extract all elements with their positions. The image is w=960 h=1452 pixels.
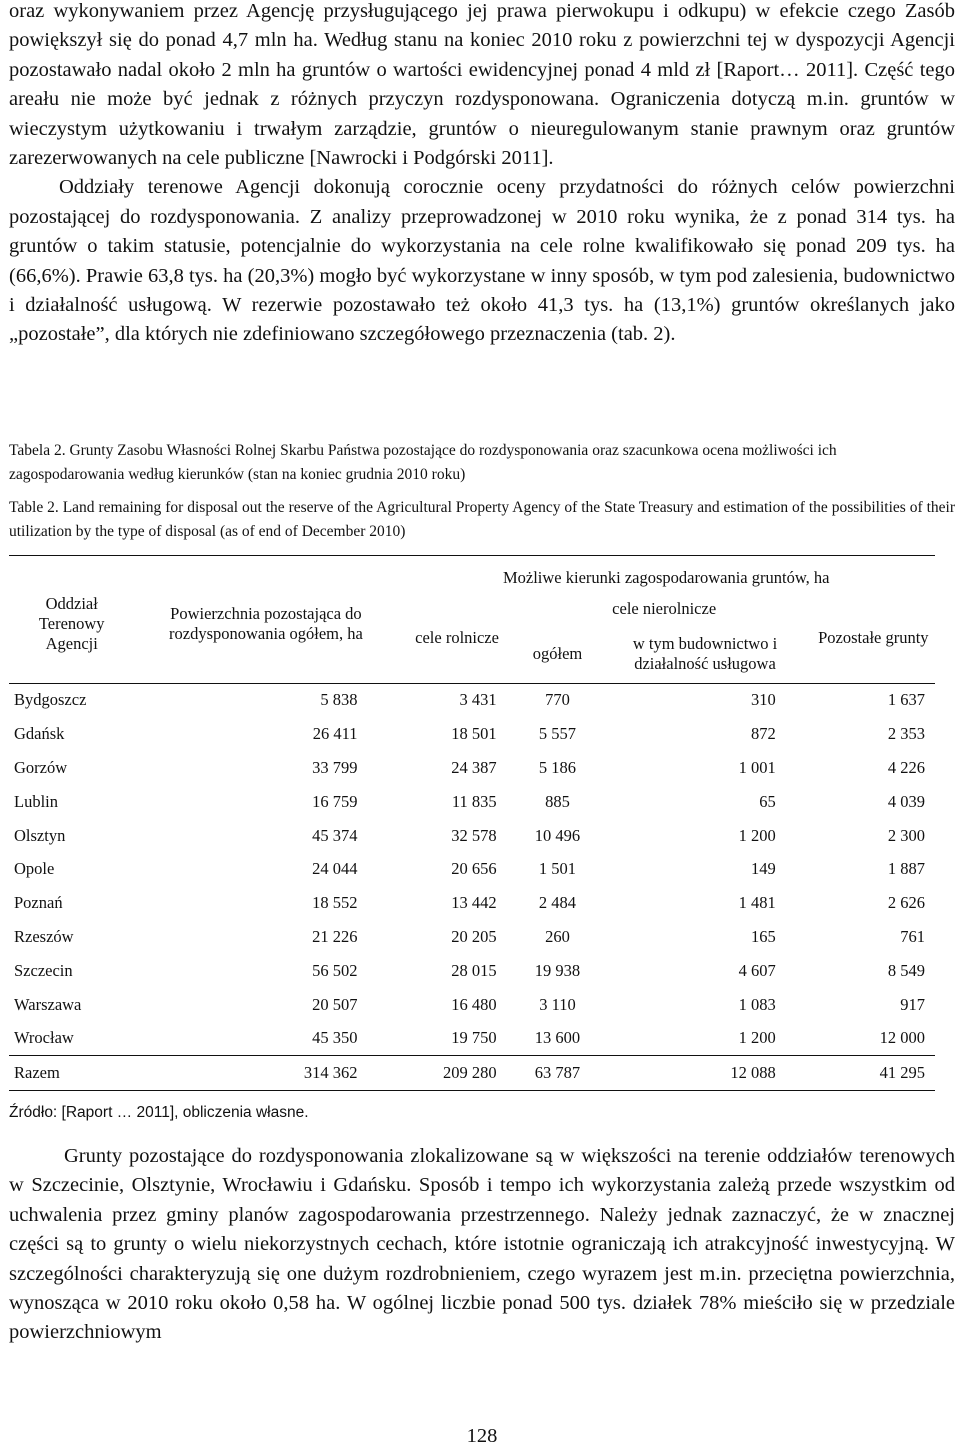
cell-constr: 1 200 [738,1028,776,1048]
total-area: 314 362 [134,1056,397,1091]
cell-name: Warszawa [14,994,82,1014]
cell-area: 20 507 [312,994,358,1014]
table-row [9,852,935,886]
cell-area: 56 502 [312,960,358,980]
cell-nonagri: 260 [545,926,570,946]
body-text-top [9,0,955,350]
cell-nonagri: 1 501 [538,859,577,879]
cell-nonagri: 5 186 [538,757,577,777]
table-top-rule [9,555,935,556]
cell-nonagri: 10 496 [534,825,581,845]
cell-constr: 1 083 [738,994,776,1014]
table-total-row [9,1056,935,1091]
header-construction-services: w tym budownictwo i działalność usługowa [632,633,778,673]
cell-area: 5 838 [320,690,358,710]
header-non-agricultural-total: ogółem [532,643,583,663]
cell-other: 2 626 [887,893,925,913]
table-row [9,819,935,853]
table-caption-polish: Tabela 2. Grunty Zasobu Własności Rolnej Skarbu Państwa pozostające do rozdysponowania oraz szacunkowa ocena możliwości ich zagospodarowania według kierunków (stan na koniec grudnia 2010 roku) [9,442,837,483]
cell-agri: 32 578 [451,825,497,845]
cell-name: Bydgoszcz [14,690,87,710]
total-constr: 12 088 [598,1056,811,1091]
paragraph-location: Grunty pozostające do rozdysponowania zlokalizowane są w większości na terenie oddziałów terenowych w Szczecinie, Olsztynie, Wrocławiu i Gdańsku. Sposób i tempo ich wykorzystania zależą przede wszystkim od uchwalenia przez gminy planów zagospodarowania przestrzennego. Należy jednak zaznaczyć, że w znacznej części są to grunty o wielu niekorzystnych cechach, które istotnie ograniczają ich atrakcyjność inwestycyjną. W szczególności charakteryzują się one dużym rozdrobnieniem, czego wyrazem jest m.in. przeciętna powierzchnia, wynosząca w 2010 roku około 0,58 ha. W ogólnej liczbie ponad 500 tys. działek 78% mieściło się w przedziale powierzchniowym [9,1145,955,1344]
cell-other: 4 039 [887,791,925,811]
cell-nonagri: 2 484 [538,893,577,913]
table-row [9,1021,935,1055]
table-row [9,751,935,785]
land-disposal-table [9,557,935,1091]
cell-name: Gdańsk [14,724,65,744]
table-body [9,684,935,1091]
cell-other: 1 887 [887,859,925,879]
cell-area: 26 411 [312,724,358,744]
paragraph-assessment: Oddziały terenowe Agencji dokonują corocznie oceny przydatności do różnych celów powierzchni pozostającej do rozdysponowania. Z analizy przeprowadzonej w 2010 roku wynika, że z ponad 314 tys. ha gruntów o takim statusie, potencjalnie do wykorzystania na cele rolne kwalifikowało się ponad 209 tys. ha (66,6%). Prawie 63,8 tys. ha (20,3%) mogło być wykorzystane w inny sposób, w tym pod zalesienia, budownictwo i działalność usługową. W rezerwie pozostawało też około 41,3 tys. ha (13,1%) gruntów określanych jako „pozostałe”, dla których nie zdefiniowano szczegółowego przeznaczenia (tab. 2). [9,176,955,346]
cell-other: 2 300 [887,825,925,845]
table-row [9,954,935,988]
cell-agri: 19 750 [451,1028,497,1048]
body-text-bottom [9,1142,955,1348]
cell-agri: 24 387 [451,757,497,777]
cell-other: 8 549 [887,960,925,980]
cell-name: Olsztyn [14,825,66,845]
page-number: 128 [466,1425,498,1447]
cell-constr: 65 [759,791,776,811]
cell-other: 917 [900,994,925,1014]
header-other-land: Pozostałe grunty [818,627,929,647]
cell-other: 4 226 [887,757,925,777]
cell-area: 21 226 [312,926,358,946]
total-name: Razem [9,1056,134,1091]
cell-constr: 310 [750,690,776,710]
cell-area: 24 044 [312,859,358,879]
cell-nonagri: 770 [545,690,570,710]
table-caption-english: Table 2. Land remaining for disposal out the reserve of the Agricultural Property Agency of the State Treasury and estimation of the possibilities of their utilization by the type of disposal (as of end of December 2010) [9,499,955,540]
cell-name: Opole [14,859,55,879]
table-row [9,684,935,718]
total-nonagri: 63 787 [517,1056,599,1091]
table-source-note: Źródło: [Raport … 2011], obliczenia własne. [9,1104,309,1121]
cell-name: Lublin [14,791,58,811]
cell-other: 12 000 [879,1028,925,1048]
cell-nonagri: 5 557 [538,724,577,744]
cell-name: Poznań [14,893,63,913]
cell-nonagri: 3 110 [539,994,576,1014]
cell-agri: 3 431 [459,690,497,710]
table-row [9,988,935,1022]
cell-constr: 1 481 [738,893,776,913]
total-agri: 209 280 [397,1056,516,1091]
table-row [9,920,935,954]
cell-nonagri: 13 600 [534,1028,581,1048]
cell-agri: 20 205 [451,926,497,946]
cell-agri: 28 015 [451,960,497,980]
table-row [9,717,935,751]
header-area: Powierzchnia pozostająca do rozdysponowania ogółem, ha [169,603,363,643]
cell-constr: 872 [750,724,776,744]
cell-other: 1 637 [887,690,925,710]
cell-name: Wrocław [14,1028,74,1048]
cell-constr: 4 607 [738,960,776,980]
cell-other: 761 [900,926,925,946]
cell-agri: 16 480 [451,994,497,1014]
cell-constr: 165 [750,926,776,946]
table-row [9,886,935,920]
cell-constr: 149 [750,859,776,879]
cell-constr: 1 001 [738,757,776,777]
table-row [9,785,935,819]
cell-area: 45 350 [312,1028,358,1048]
header-directions: Możliwe kierunki zagospodarowania gruntów, ha [502,568,830,587]
cell-name: Szczecin [14,960,73,980]
cell-agri: 18 501 [451,724,497,744]
cell-nonagri: 885 [545,791,570,811]
cell-other: 2 353 [887,724,925,744]
total-other: 41 295 [812,1056,935,1091]
cell-nonagri: 19 938 [534,960,581,980]
cell-area: 16 759 [312,791,358,811]
cell-name: Rzeszów [14,926,74,946]
header-branch: Oddział Terenowy Agencji [38,593,105,653]
cell-agri: 13 442 [451,893,497,913]
cell-agri: 11 835 [451,791,497,811]
header-non-agricultural: cele nierolnicze [612,599,717,618]
paragraph-continued: oraz wykonywaniem przez Agencję przysługującego jej prawa pierwokupu i odkupu) w efekcie czego Zasób powiększył się do ponad 4,7 mln ha. Według stanu na koniec 2010 roku z powierzchni tej w dyspozycji Agencji pozostawało nadal około 2 mln ha gruntów o wartości ewidencyjnej ponad 4 mld zł [Raport… 2011]. Część tego areału nie może być jednak z różnych przyczyn rozdysponowana. Ograniczenia dotyczą m.in. gruntów w wieczystym użytkowaniu i trwałym zarządzie, gruntów o nieuregulowanym stanie prawnym oraz gruntów zarezerwowanych na cele publiczne [Nawrocki i Podgórski 2011]. [9,0,955,170]
cell-name: Gorzów [14,757,68,777]
cell-agri: 20 656 [451,859,497,879]
cell-area: 18 552 [312,893,358,913]
header-agricultural: cele rolnicze [415,627,499,647]
cell-area: 45 374 [312,825,358,845]
cell-area: 33 799 [312,757,358,777]
cell-constr: 1 200 [738,825,776,845]
